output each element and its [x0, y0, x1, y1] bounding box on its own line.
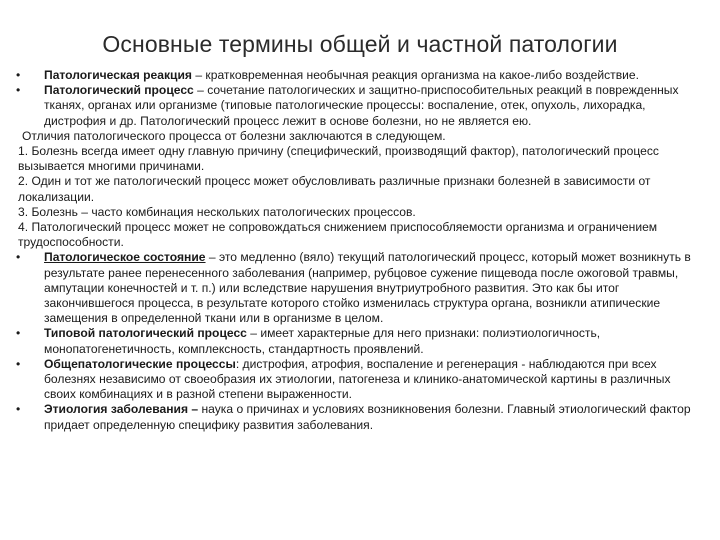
slide-title: Основные термины общей и частной патологии: [102, 31, 618, 57]
bullet-dot: •: [16, 68, 21, 82]
definition-pathological-state: – это медленно (вяло) текущий патологический процесс, который может возникнуть в результате ранее перенесенного заболевания (например, рубцовое сужение пищевода после ожоговой травмы, ампутации конечностей и т. п.) или вследствие нарушения внутриутробного развития. Это как бы итог закончившегося процесса, в результате которого стойко изменилась структура органа, возникли атипические замещения в определенной ткани или в организме в целом.: [44, 250, 691, 326]
term-pathological-process: Патологический процесс: [44, 83, 194, 98]
definition-general-processes: : дистрофия, атрофия, воспаление и регенерация - наблюдаются при всех болезнях независимо от своеобразия их этиологии, патогенеза и клинико-анатомической картины в различных своих комбинациях и в разной степени выраженности.: [44, 356, 671, 402]
paragraph-difference-3: 3. Болезнь – часто комбинация нескольких патологических процессов.: [18, 204, 416, 219]
definition-pathological-process: – сочетание патологических и защитно-приспособительных реакций в поврежденных тканях, органах или организме (типовые патологические процессы: воспаление, отек, опухоль, лихорадка, дистрофия и др. Патологический процесс лежит в основе болезни, но не является ею.: [44, 83, 679, 128]
paragraph-difference-4: 4. Патологический процесс может не сопровождаться снижением приспособляемости организма и ограничением трудоспособности.: [18, 220, 658, 250]
bullet-pathological-reaction: [16, 68, 700, 83]
bullet-pathological-state: [16, 250, 700, 326]
term-etiology: Этиология заболевания –: [44, 402, 199, 417]
definition-etiology: наука о причинах и условиях возникновения болезни. Главный этиологический фактор придает определенную специфику развития заболевания.: [44, 402, 691, 432]
bullet-typical-process: [16, 326, 700, 356]
definition-pathological-reaction: – кратковременная необычная реакция организма на какое-либо воздействие.: [191, 68, 639, 82]
paragraph-differences-intro: Отличия патологического процесса от болезни заключаются в следующем.: [22, 128, 446, 143]
definition-typical-process: – имеет характерные для него признаки: полиэтиологичность, монопатогенетичность, комплексность, стандартность проявлений.: [44, 326, 601, 356]
bullet-dot: •: [16, 250, 21, 265]
bullet-etiology: [16, 402, 700, 432]
bullet-pathological-process: [16, 83, 700, 129]
bullet-dot: •: [16, 356, 21, 371]
bullet-dot: •: [16, 402, 21, 417]
bullet-general-processes: [16, 357, 700, 403]
paragraph-difference-2: 2. Один и тот же патологический процесс может обусловливать различные признаки болезней в зависимости от локализации.: [18, 174, 651, 204]
bullet-dot: •: [16, 326, 21, 341]
slide-content: [16, 68, 700, 433]
term-pathological-reaction: Патологическая реакция: [44, 68, 192, 82]
term-typical-process: Типовой патологический процесс: [44, 326, 247, 341]
bullet-dot: •: [16, 83, 21, 98]
paragraph-difference-1: 1. Болезнь всегда имеет одну главную причину (специфический, производящий фактор), патологический процесс вызывается многими причинами.: [18, 144, 659, 174]
term-pathological-state: Патологическое состояние: [44, 250, 206, 265]
term-general-processes: Общепатологические процессы: [44, 356, 236, 371]
